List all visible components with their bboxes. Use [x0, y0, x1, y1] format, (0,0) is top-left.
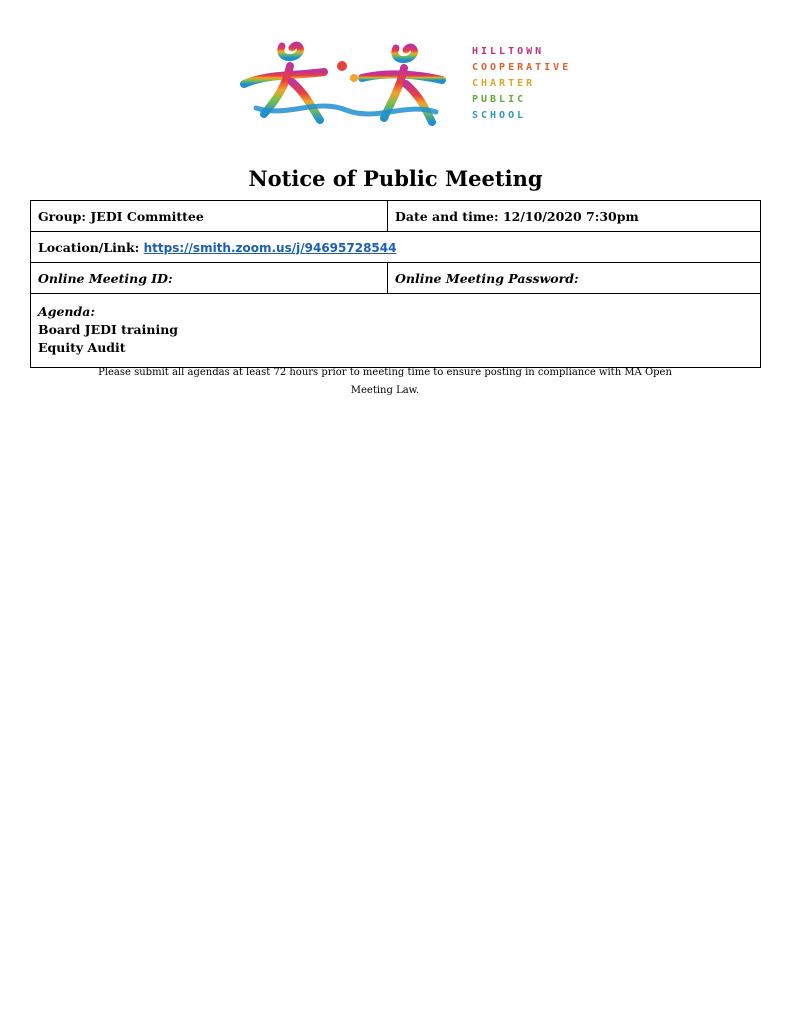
location-cell — [31, 232, 761, 263]
agenda-item: Equity Audit — [38, 340, 126, 355]
logo-line: PUBLIC — [472, 94, 527, 105]
logo-line: HILLTOWN — [472, 46, 545, 57]
location-label: Location/Link: — [38, 239, 144, 255]
zoom-link[interactable]: https://smith.zoom.us/j/94695728544 — [143, 240, 397, 255]
logo-line: COOPERATIVE — [472, 62, 572, 73]
submission-footnote: Please submit all agendas at least 72 hours prior to meeting time to ensure posting in compliance with MA Open Meeting Law. — [98, 367, 672, 396]
logo-figures-icon — [236, 38, 456, 130]
table-row — [31, 263, 761, 294]
agenda-cell — [31, 294, 761, 368]
password-cell: Online Meeting Password: — [388, 263, 761, 294]
logo-line: SCHOOL — [472, 110, 527, 121]
agenda-label: Agenda: — [38, 304, 95, 319]
agenda-item: Board JEDI training — [38, 322, 179, 337]
group-cell: Group: JEDI Committee — [31, 201, 388, 232]
school-logo — [236, 38, 576, 130]
table-row — [31, 294, 761, 368]
logo-line: CHARTER — [472, 78, 536, 89]
table-row — [31, 201, 761, 232]
table-row — [31, 232, 761, 263]
page-title: Notice of Public Meeting — [248, 166, 543, 191]
meeting-id-cell: Online Meeting ID: — [31, 263, 388, 294]
meeting-details-table — [30, 200, 761, 368]
logo-wordmark — [472, 44, 582, 124]
date-time-cell: Date and time: 12/10/2020 7:30pm — [388, 201, 761, 232]
